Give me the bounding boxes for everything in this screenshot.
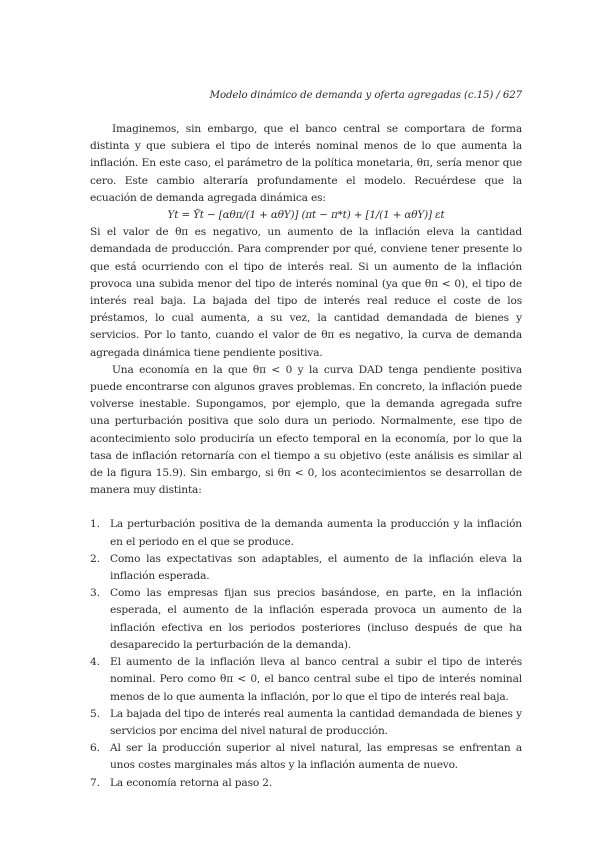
paragraph-3: Una economía en la que θπ < 0 y la curva DAD tenga pendiente positiva puede encontrarse con algunos graves problemas. En concreto, la inflación puede volverse inestable. Supongamos, por ejemplo, que la demanda agregada sufre una perturbación positiva que solo dura un periodo. Normalmente, ese tipo de acontecimiento solo produciría un efecto temporal en la economía, por lo que la tasa de inflación retornaría con el tiempo a su objetivo (este análisis es similar al de la figura 15.9). Sin embargo, si θπ < 0, los acontecimientos se desarrollan de manera muy distinta:	[90, 363, 522, 497]
list-item: 3. Como las empresas fijan sus precios basándose, en parte, en la inflación esperada, el aumento de la inflación esperada provoca un aumento de la inflación efectiva en los periodos posteriores (incluso después de que ha desaparecido la perturbación de la demanda).	[90, 587, 522, 651]
running-header: Modelo dinámico de demanda y oferta agregadas (c.15) / 627	[209, 90, 522, 101]
list-item: 6. Al ser la producción superior al nivel natural, las empresas se enfrentan a unos costes marginales más altos y la inflación aumenta de nuevo.	[90, 742, 522, 772]
list-item: 1. La perturbación positiva de la demanda aumenta la producción y la inflación en el periodo en el que se produce.	[90, 518, 522, 548]
numbered-list	[90, 516, 522, 791]
list-item: 4. El aumento de la inflación lleva al banco central a subir el tipo de interés nominal. Pero como θπ < 0, el banco central sube el tipo de interés nominal menos de lo que aumenta la inflación, por lo que el tipo de interés real baja.	[90, 656, 522, 703]
paragraph-1: Imaginemos, sin embargo, que el banco central se comportara de forma distinta y que subiera el tipo de interés nominal menos de lo que aumenta la inflación. En este caso, el parámetro de la política monetaria, θπ, sería menor que cero. Este cambio alteraría profundamente el modelo. Recuérdese que la ecuación de demanda agregada dinámica es:	[90, 123, 522, 204]
list-item: 5. La bajada del tipo de interés real aumenta la cantidad demandada de bienes y servicios por encima del nivel natural de producción.	[90, 707, 522, 737]
list-item: 2. Como las expectativas son adaptables, el aumento de la inflación eleva la inflación esperada.	[90, 552, 522, 583]
paragraph-2: Si el valor de θπ es negativo, un aumento de la inflación eleva la cantidad demandada de producción. Para comprender por qué, conviene tener presente lo que está ocurriendo con el tipo de interés real. Si un aumento de la inflación provoca una subida menor del tipo de interés nominal (ya que θπ < 0), el tipo de interés real baja. La bajada del tipo de interés real reduce el coste de los préstamos, lo cual aumenta, a su vez, la cantidad demandada de bienes y servicios. Por lo tanto, cuando el valor de θπ es negativo, la curva de demanda agregada dinámica tiene pendiente positiva.	[90, 226, 522, 359]
list-item: 7. La economía retorna al paso 2.	[90, 776, 273, 789]
page-body	[90, 121, 522, 792]
dad-equation: Yt = Ȳt − [αθπ/(1 + αθY)] (πt − π*t) + [1/(1 + αθY)] εt	[167, 209, 445, 222]
